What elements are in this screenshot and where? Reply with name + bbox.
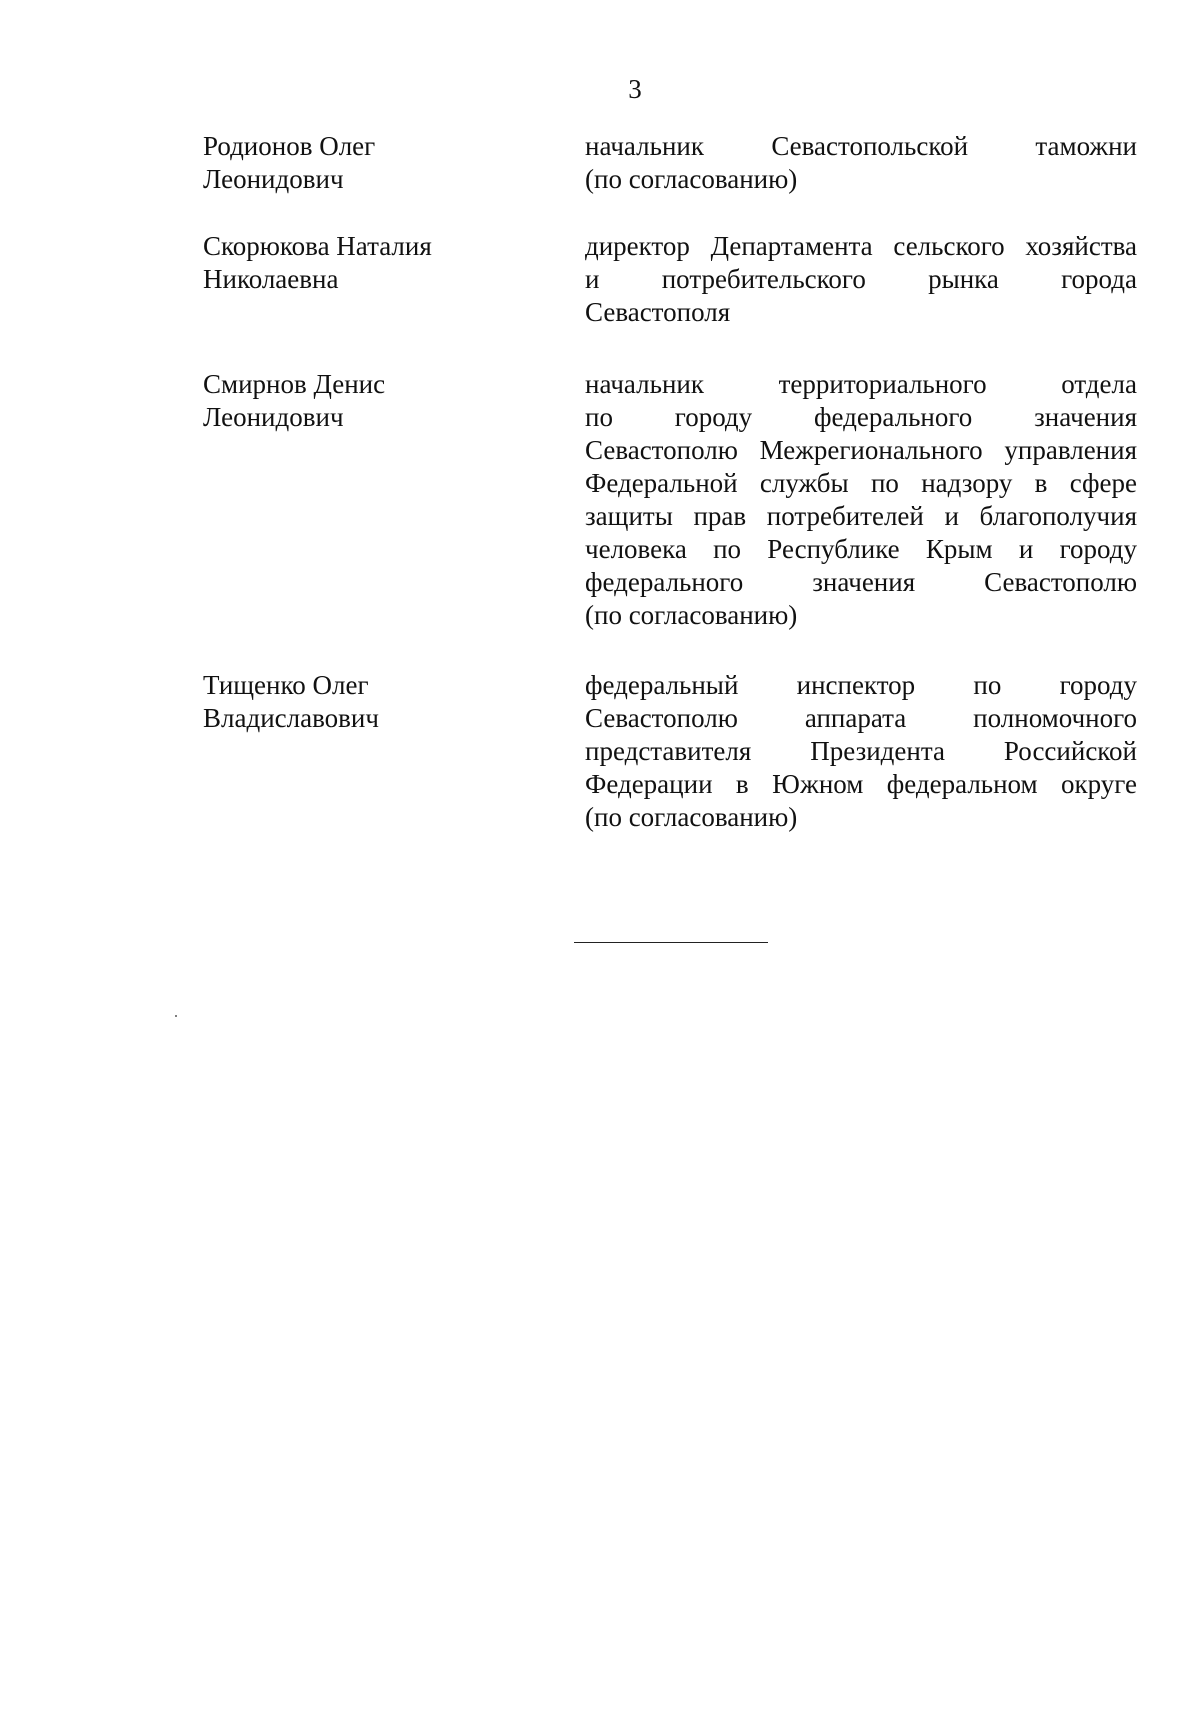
member-position-line: федерального значения Севастополю	[585, 567, 1137, 597]
member-position-line: Федерации в Южном федеральном округе	[585, 769, 1137, 799]
member-entry	[203, 230, 1143, 329]
member-position-line: по городу федерального значения	[585, 402, 1137, 432]
member-entry	[203, 368, 1143, 632]
member-entry	[203, 130, 1143, 196]
member-position-line: начальник Севастопольской таможни	[585, 131, 1137, 161]
page-number: 3	[628, 74, 642, 104]
member-name-line: Тищенко Олег	[203, 670, 369, 700]
member-position-line: представителя Президента Российской	[585, 736, 1137, 766]
member-entry	[203, 669, 1143, 834]
member-position-line: (по согласованию)	[585, 164, 798, 194]
member-name-line: Родионов Олег	[203, 131, 376, 161]
member-name	[203, 368, 585, 434]
member-position-line: (по согласованию)	[585, 802, 798, 832]
member-name	[203, 130, 585, 196]
member-position	[585, 230, 1137, 329]
member-name-line: Леонидович	[203, 164, 344, 194]
member-position-line: директор Департамента сельского хозяйства	[585, 231, 1137, 261]
member-position	[585, 368, 1137, 632]
member-position-line: человека по Республике Крым и городу	[585, 534, 1137, 564]
member-name-line: Скорюкова Наталия	[203, 231, 432, 261]
member-name-line: Леонидович	[203, 402, 344, 432]
member-position	[585, 130, 1137, 196]
member-position	[585, 669, 1137, 834]
scan-speck	[175, 1015, 177, 1017]
member-name-line: Смирнов Денис	[203, 369, 386, 399]
end-separator-line	[574, 942, 768, 943]
member-position-line: федеральный инспектор по городу	[585, 670, 1137, 700]
member-position-line: Федеральной службы по надзору в сфере	[585, 468, 1137, 498]
member-position-line: и потребительского рынка города	[585, 264, 1137, 294]
member-name-line: Николаевна	[203, 264, 339, 294]
member-list	[203, 130, 1143, 834]
member-position-line: защиты прав потребителей и благополучия	[585, 501, 1137, 531]
member-position-line: Севастополю аппарата полномочного	[585, 703, 1137, 733]
member-position-line: Севастополю Межрегионального управления	[585, 435, 1137, 465]
member-name	[203, 669, 585, 735]
member-name-line: Владиславович	[203, 703, 379, 733]
member-position-line: Севастополя	[585, 297, 731, 327]
member-position-line: (по согласованию)	[585, 600, 798, 630]
member-name	[203, 230, 585, 296]
member-position-line: начальник территориального отдела	[585, 369, 1137, 399]
